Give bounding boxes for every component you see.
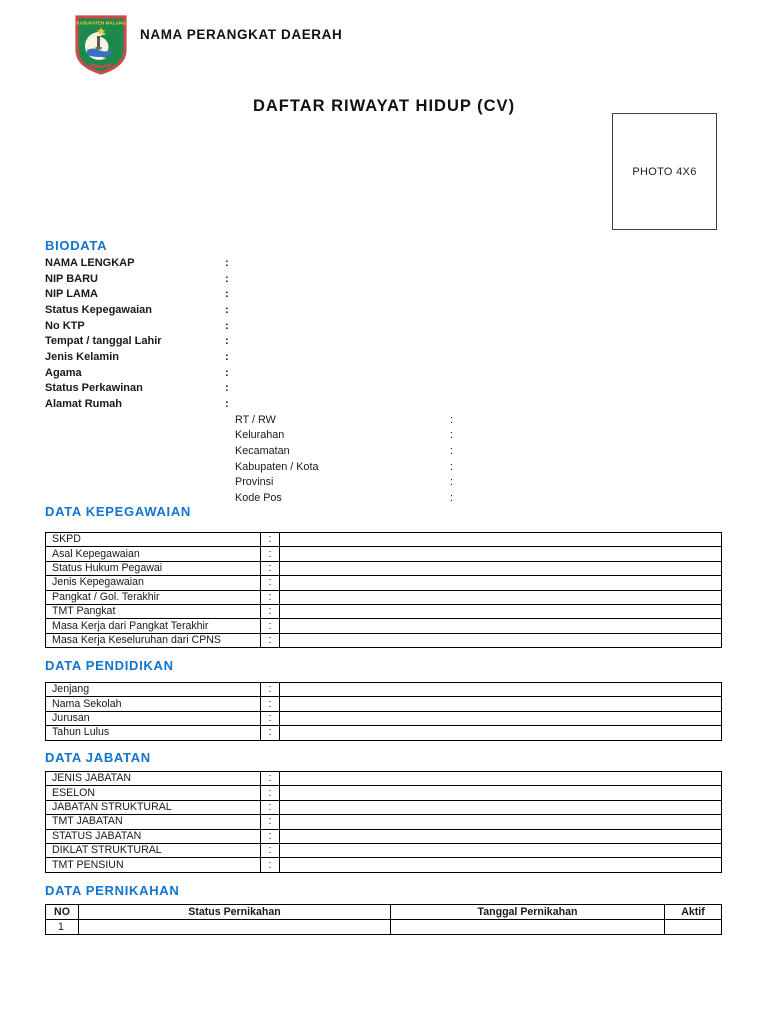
row-label: Asal Kepegawaian [46,547,261,561]
data-jabatan-table [45,771,722,873]
row-value [280,561,722,575]
table-row [46,726,722,740]
row-label: Jurusan [46,711,261,725]
table-row [46,786,722,800]
biodata-field-row [45,349,735,365]
data-kepegawaian-heading: DATA KEPEGAWAIAN [45,504,192,519]
field-colon: : [450,429,453,442]
data-pendidikan-table [45,682,722,741]
table-row [46,633,722,647]
table-row [46,547,722,561]
photo-placeholder-label: PHOTO 4X6 [632,165,697,178]
marriage-column-header: Aktif [665,905,722,920]
field-label: NAMA LENGKAP [45,256,135,269]
row-label: Masa Kerja Keseluruhan dari CPNS [46,633,261,647]
address-subfield-row [45,443,735,459]
row-value [280,604,722,618]
field-colon: : [225,272,229,285]
row-colon: : [261,619,280,633]
row-colon: : [261,858,280,872]
row-colon: : [261,800,280,814]
row-value [280,697,722,711]
row-label: ESELON [46,786,261,800]
row-value [280,533,722,547]
row-value [280,726,722,740]
marriage-column-header: NO [46,905,79,920]
row-value [280,858,722,872]
field-colon: : [225,366,229,379]
field-label: Status Perkawinan [45,382,143,395]
row-value [280,590,722,604]
field-colon: : [225,382,229,395]
row-label: JABATAN STRUKTURAL [46,800,261,814]
data-jabatan-heading: DATA JABATAN [45,750,151,765]
field-colon: : [450,476,453,489]
field-label: RT / RW [235,413,276,426]
row-value [280,633,722,647]
regency-logo [74,14,128,76]
table-row [46,711,722,725]
biodata-field-row [45,302,735,318]
row-label: STATUS JABATAN [46,829,261,843]
marriage-column-header: Tanggal Pernikahan [391,905,665,920]
table-row [46,590,722,604]
address-subfield-list [45,412,735,506]
field-colon: : [450,460,453,473]
row-colon: : [261,697,280,711]
row-label: Nama Sekolah [46,697,261,711]
row-value [280,829,722,843]
row-label: TMT Pangkat [46,604,261,618]
marriage-active-cell [665,920,722,935]
biodata-field-row [45,365,735,381]
row-value [280,683,722,697]
row-colon: : [261,533,280,547]
marriage-column-header: Status Pernikahan [79,905,391,920]
biodata-heading: BIODATA [45,238,108,253]
data-pernikahan-heading: DATA PERNIKAHAN [45,883,180,898]
row-label: Pangkat / Gol. Terakhir [46,590,261,604]
table-row [46,619,722,633]
row-value [280,800,722,814]
field-label: Alamat Rumah [45,398,123,411]
address-subfield-row [45,428,735,444]
table-row [46,772,722,786]
field-label: No KTP [45,319,85,332]
data-pendidikan-table-wrap [45,682,722,741]
marriage-status-cell [79,920,391,935]
field-label: Tempat / tanggal Lahir [45,335,162,348]
field-colon: : [225,256,229,269]
table-row [46,829,722,843]
row-colon: : [261,547,280,561]
field-label: Kecamatan [235,445,290,458]
row-label: JENIS JABATAN [46,772,261,786]
biodata-field-list [45,255,735,412]
regency-crest-icon [74,14,128,76]
row-colon: : [261,726,280,740]
row-colon: : [261,590,280,604]
data-kepegawaian-table-wrap [45,532,722,648]
marriage-date-cell [391,920,665,935]
address-subfield-row [45,475,735,491]
table-row [46,576,722,590]
table-row [46,533,722,547]
field-colon: : [450,413,453,426]
row-colon: : [261,815,280,829]
address-subfield-row [45,459,735,475]
row-label: TMT JABATAN [46,815,261,829]
row-colon: : [261,786,280,800]
row-label: Status Hukum Pegawai [46,561,261,575]
field-colon: : [225,350,229,363]
field-colon: : [450,492,453,505]
data-jabatan-table-wrap [45,771,722,873]
agency-name: NAMA PERANGKAT DAERAH [140,27,343,42]
table-row [46,843,722,857]
marriage-header-row [46,905,722,920]
row-label: SKPD [46,533,261,547]
field-label: Status Kepegawaian [45,303,152,316]
row-value [280,815,722,829]
marriage-no-cell: 1 [46,920,79,935]
row-label: Tahun Lulus [46,726,261,740]
page-title: DAFTAR RIWAYAT HIDUP (CV) [252,97,516,115]
table-row [46,815,722,829]
row-value [280,711,722,725]
field-label: NIP LAMA [45,288,98,301]
field-label: Jenis Kelamin [45,350,119,363]
row-value [280,619,722,633]
field-colon: : [225,288,229,301]
row-value [280,786,722,800]
field-colon: : [225,398,229,411]
biodata-field-row [45,255,735,271]
biodata-fields [45,255,735,506]
field-colon: : [225,303,229,316]
row-label: Jenjang [46,683,261,697]
field-label: Kelurahan [235,429,285,442]
marriage-data-row [46,920,722,935]
row-value [280,547,722,561]
row-colon: : [261,829,280,843]
table-row [46,683,722,697]
data-kepegawaian-table [45,532,722,648]
biodata-field-row [45,381,735,397]
table-row [46,858,722,872]
table-row [46,561,722,575]
field-colon: : [450,445,453,458]
table-row [46,604,722,618]
row-colon: : [261,561,280,575]
field-colon: : [225,335,229,348]
field-label: Agama [45,366,82,379]
row-colon: : [261,843,280,857]
table-row [46,697,722,711]
field-label: NIP BARU [45,272,98,285]
row-colon: : [261,604,280,618]
row-colon: : [261,772,280,786]
row-value [280,843,722,857]
data-pernikahan-table-wrap [45,904,722,935]
field-label: Provinsi [235,476,274,489]
data-pendidikan-heading: DATA PENDIDIKAN [45,658,174,673]
table-row [46,800,722,814]
biodata-field-row [45,318,735,334]
row-label: DIKLAT STRUKTURAL [46,843,261,857]
row-label: Masa Kerja dari Pangkat Terakhir [46,619,261,633]
row-value [280,576,722,590]
biodata-field-row [45,396,735,412]
photo-placeholder-box [612,113,717,230]
address-subfield-row [45,412,735,428]
field-label: Kabupaten / Kota [235,460,319,473]
row-colon: : [261,683,280,697]
row-value [280,772,722,786]
row-colon: : [261,633,280,647]
field-label: Kode Pos [235,492,282,505]
row-label: TMT PENSIUN [46,858,261,872]
biodata-field-row [45,271,735,287]
data-pernikahan-table [45,904,722,935]
field-colon: : [225,319,229,332]
row-colon: : [261,576,280,590]
row-label: Jenis Kepegawaian [46,576,261,590]
biodata-field-row [45,286,735,302]
row-colon: : [261,711,280,725]
biodata-field-row [45,333,735,349]
logo-text: KABUPATEN MALANG [76,20,126,26]
